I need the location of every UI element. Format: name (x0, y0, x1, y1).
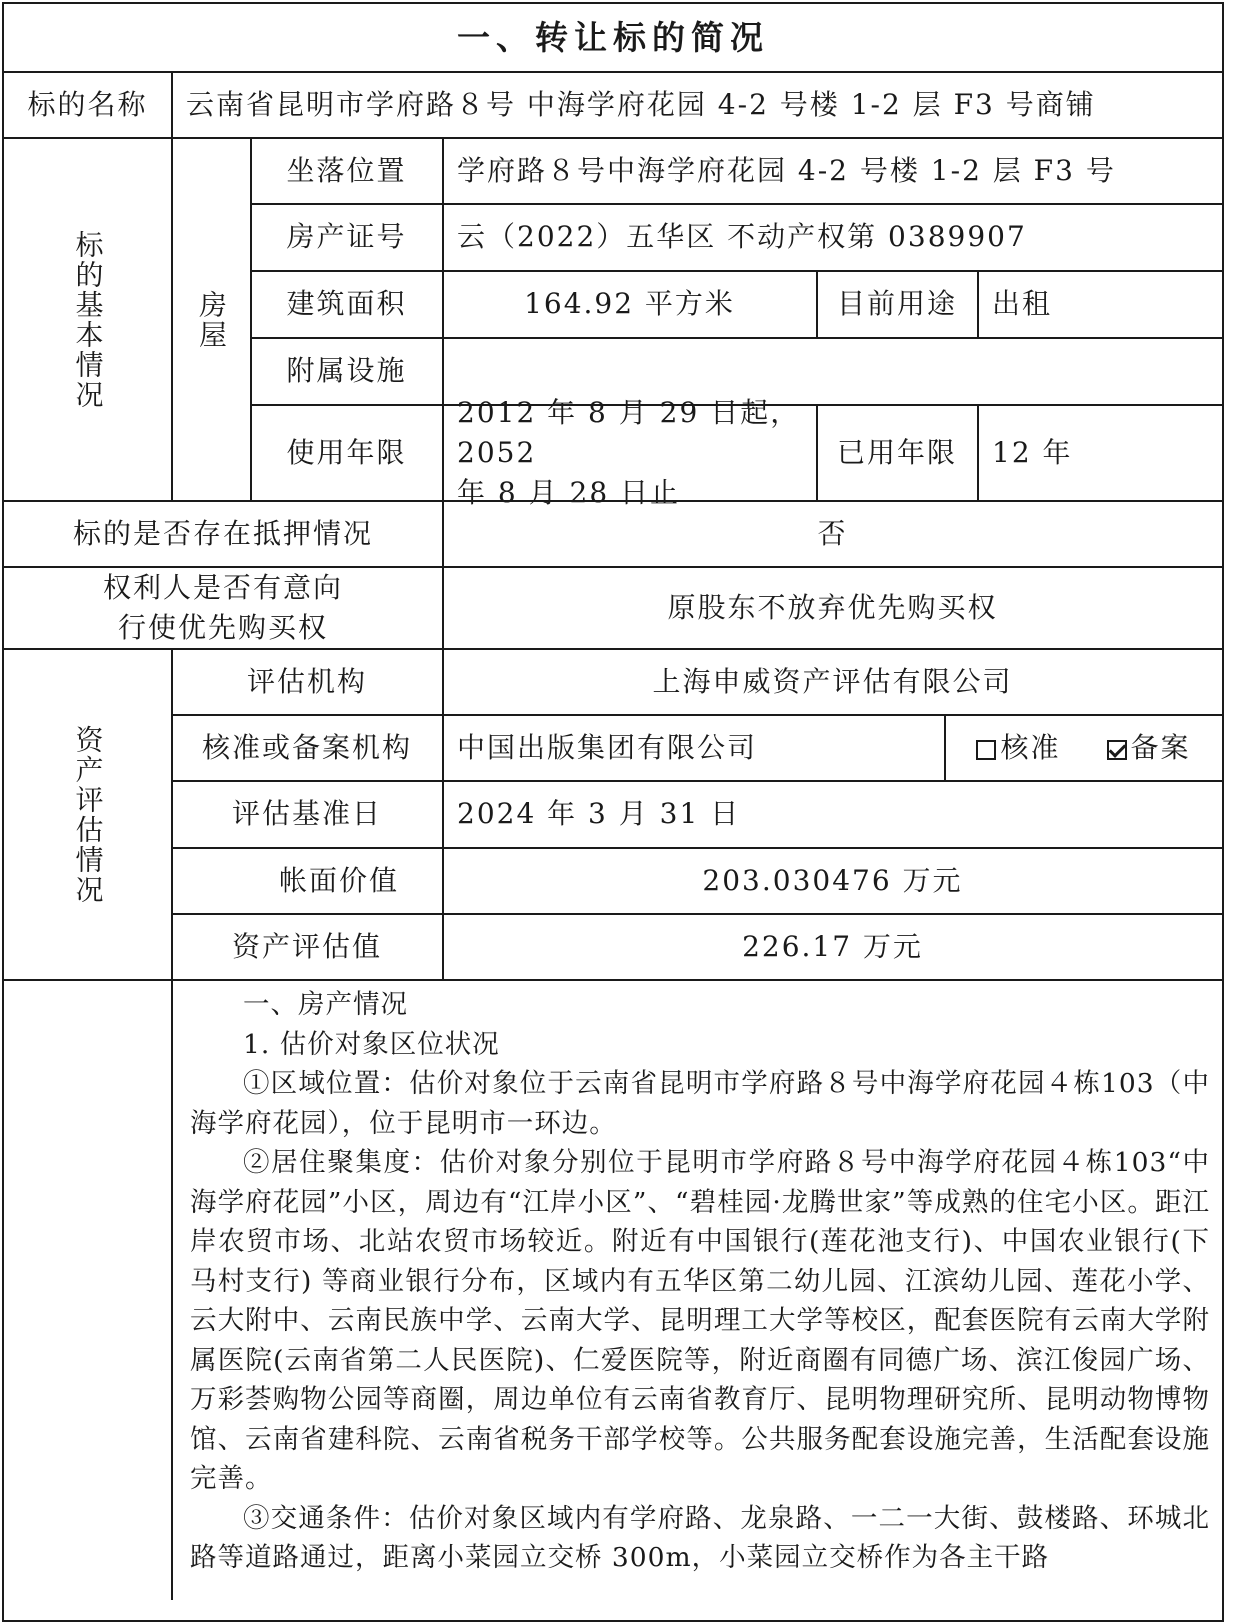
mortgage-value: 否 (817, 516, 848, 550)
preemption-label-line1: 权利人是否有意向 (102, 570, 343, 604)
book-value-label: 帐面价值 (278, 863, 399, 897)
section-title: 一、转让标的简况 (457, 17, 769, 57)
row-divider (2, 979, 1224, 981)
base-date-label: 评估基准日 (231, 797, 382, 830)
area-label: 建筑面积 (286, 287, 407, 320)
description-heading: 一、房产情况 (243, 989, 408, 1020)
preemption-value: 原股东不放弃优先购买权 (667, 590, 998, 624)
location-value: 学府路８号中海学府花园 4-2 号楼 1-2 层 F3 号 (457, 153, 1116, 187)
description-subheading: 1. 估价对象区位状况 (243, 1028, 500, 1060)
subject-name-label: 标的名称 (27, 87, 148, 121)
cert-no-value: 云（2022）五华区 不动产权第 0389907 (457, 220, 1027, 253)
used-years-value: 12 年 (992, 435, 1073, 469)
option-record[interactable] (1107, 728, 1191, 768)
option-approve-label: 核准 (1000, 730, 1061, 764)
mortgage-label: 标的是否存在抵押情况 (72, 516, 373, 550)
agency-label: 评估机构 (246, 664, 367, 698)
approve-checkbox[interactable] (976, 740, 996, 760)
cert-no-label: 房产证号 (286, 220, 407, 253)
appraised-value-label: 资产评估值 (231, 929, 382, 963)
option-approve[interactable] (976, 728, 1060, 768)
property-description (190, 985, 1210, 1578)
book-value-value: 203.030476 万元 (702, 863, 963, 897)
record-checkbox-checked[interactable] (1107, 740, 1127, 760)
house-sub-label: 房屋 (195, 289, 228, 350)
preemption-label (4, 567, 442, 648)
use-term-line2: 年 8 月 28 日止 (457, 475, 681, 509)
description-paragraph: ②居住聚集度：估价对象分别位于昆明市学府路８号中海学府花园４栋103“中海学府花园”小区，周边有“江岸小区”、“碧桂园·龙腾世家”等成熟的住宅小区。距江岸农贸市场、北站农贸市场较近。附近有中国银行(莲花池支行)、中国农业银行(下马村支行) 等商业银行分布，区域内有五华区第二幼儿园、江滨幼儿园、莲花小学、云大附中、云南民族中学、云南大学、昆明理工大学等校区，配套医院有云南大学附属医院(云南省第二人民医院)、仁爱医院等，附近商圈有同德广场、滨江俊园广场、万彩荟购物公园等商圈，周边单位有云南省教育厅、昆明物理研究所、昆明动物博物馆、云南省建科院、云南省税务干部学校等。公共服务配套设施完善，生活配套设施完善。 (190, 1147, 1210, 1494)
option-record-label: 备案 (1130, 730, 1191, 764)
current-use-value: 出租 (992, 287, 1053, 320)
appraised-value-value: 226.17 万元 (742, 929, 923, 963)
location-label: 坐落位置 (286, 153, 407, 187)
description-paragraph: ③交通条件：估价对象区域内有学府路、龙泉路、一二一大街、鼓楼路、环城北路等道路通过，距离小菜园立交桥 300m，小菜园立交桥作为各主干路 (190, 1502, 1210, 1573)
use-term-value (443, 395, 816, 509)
subject-name-value: 云南省昆明市学府路８号 中海学府花园 4-2 号楼 1-2 层 F3 号商铺 (186, 87, 1096, 121)
approval-options (945, 715, 1222, 780)
facilities-label: 附属设施 (286, 354, 407, 387)
description-paragraph: ①区域位置：估价对象位于云南省昆明市学府路８号中海学府花园４栋103（中海学府花园），位于昆明市一环边。 (190, 1068, 1210, 1139)
area-value: 164.92 平方米 (524, 287, 735, 320)
approval-agency-value: 中国出版集团有限公司 (457, 730, 758, 764)
used-years-label: 已用年限 (836, 435, 957, 469)
appraisal-group-label: 资产评估情况 (71, 724, 105, 905)
agency-value: 上海申威资产评估有限公司 (652, 664, 1013, 698)
basic-info-group-label: 标的基本情况 (71, 229, 105, 410)
use-term-label: 使用年限 (286, 435, 407, 469)
use-term-line1: 2012 年 8 月 29 日起，2052 (457, 395, 801, 469)
base-date-value: 2024 年 3 月 31 日 (457, 797, 741, 830)
current-use-label: 目前用途 (836, 287, 957, 320)
approval-agency-label: 核准或备案机构 (201, 730, 412, 764)
preemption-label-line2: 行使优先购买权 (117, 610, 328, 644)
